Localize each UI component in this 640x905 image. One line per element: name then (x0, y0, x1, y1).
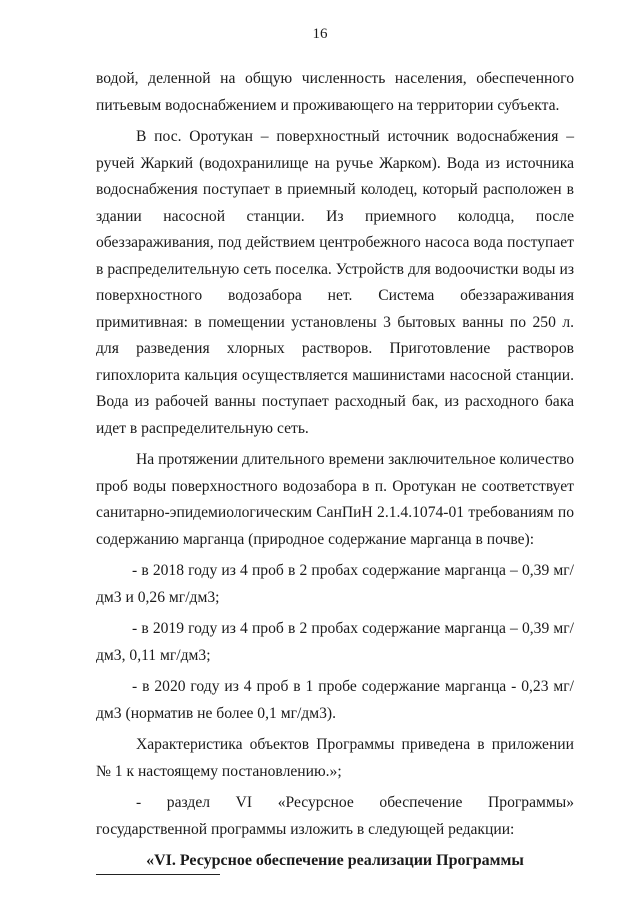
footnote-divider (96, 874, 220, 875)
paragraph-water-source-orotukan: В пос. Оротукан – поверхностный источник водоснабжения – ручей Жаркий (водохранилище на ручье Жарком). Вода из источника водоснабжения поступает в приемный колодец, который расположен в здании насосной станции. Из приемного колодца, после обеззараживания, под действием центробежного насоса вода поступает в распределительную сеть поселка. Устройств для водоочистки воды из поверхностного водозабора нет. Система обеззараживания примитивная: в помещении установлены 3 бытовых ванны по 250 л. для разведения хлорных растворов. Приготовление растворов гипохлорита кальция осуществляется машинистами насосной станции. Вода из рабочей ванны поступает расходный бак, из расходного бака идет в распределительную сеть. (96, 128, 574, 437)
document-body (96, 66, 574, 880)
paragraph-continuation: водой, деленной на общую численность населения, обеспеченного питьевым водоснабжением и проживающего на территории субъекта. (96, 70, 574, 114)
paragraph-manganese-noncompliance: На протяжении длительного времени заключительное количество проб воды поверхностного водозабора в п. Оротукан не соответствует санитарно-эпидемиологическим СанПиН 2.1.4.1074-01 требованиям по содержанию марганца (природное содержание марганца в почве): (96, 451, 574, 548)
list-item-2020: - в 2020 году из 4 проб в 1 пробе содержание марганца - 0,23 мг/дм3 (норматив не более 0,1 мг/дм3). (96, 678, 574, 722)
paragraph-program-objects: Характеристика объектов Программы приведена в приложении № 1 к настоящему постановлению.»; (96, 736, 574, 780)
list-item-2018: - в 2018 году из 4 проб в 2 пробах содержание марганца – 0,39 мг/дм3 и 0,26 мг/дм3; (96, 562, 574, 606)
section-heading: «VI. Ресурсное обеспечение реализации Программы (146, 852, 524, 869)
list-item-2019: - в 2019 году из 4 проб в 2 пробах содержание марганца – 0,39 мг/дм3, 0,11 мг/дм3; (96, 620, 574, 664)
paragraph-section-vi-amendment: - раздел VI «Ресурсное обеспечение Программы» государственной программы изложить в следующей редакции: (96, 794, 574, 838)
page-number: 16 (312, 26, 328, 42)
